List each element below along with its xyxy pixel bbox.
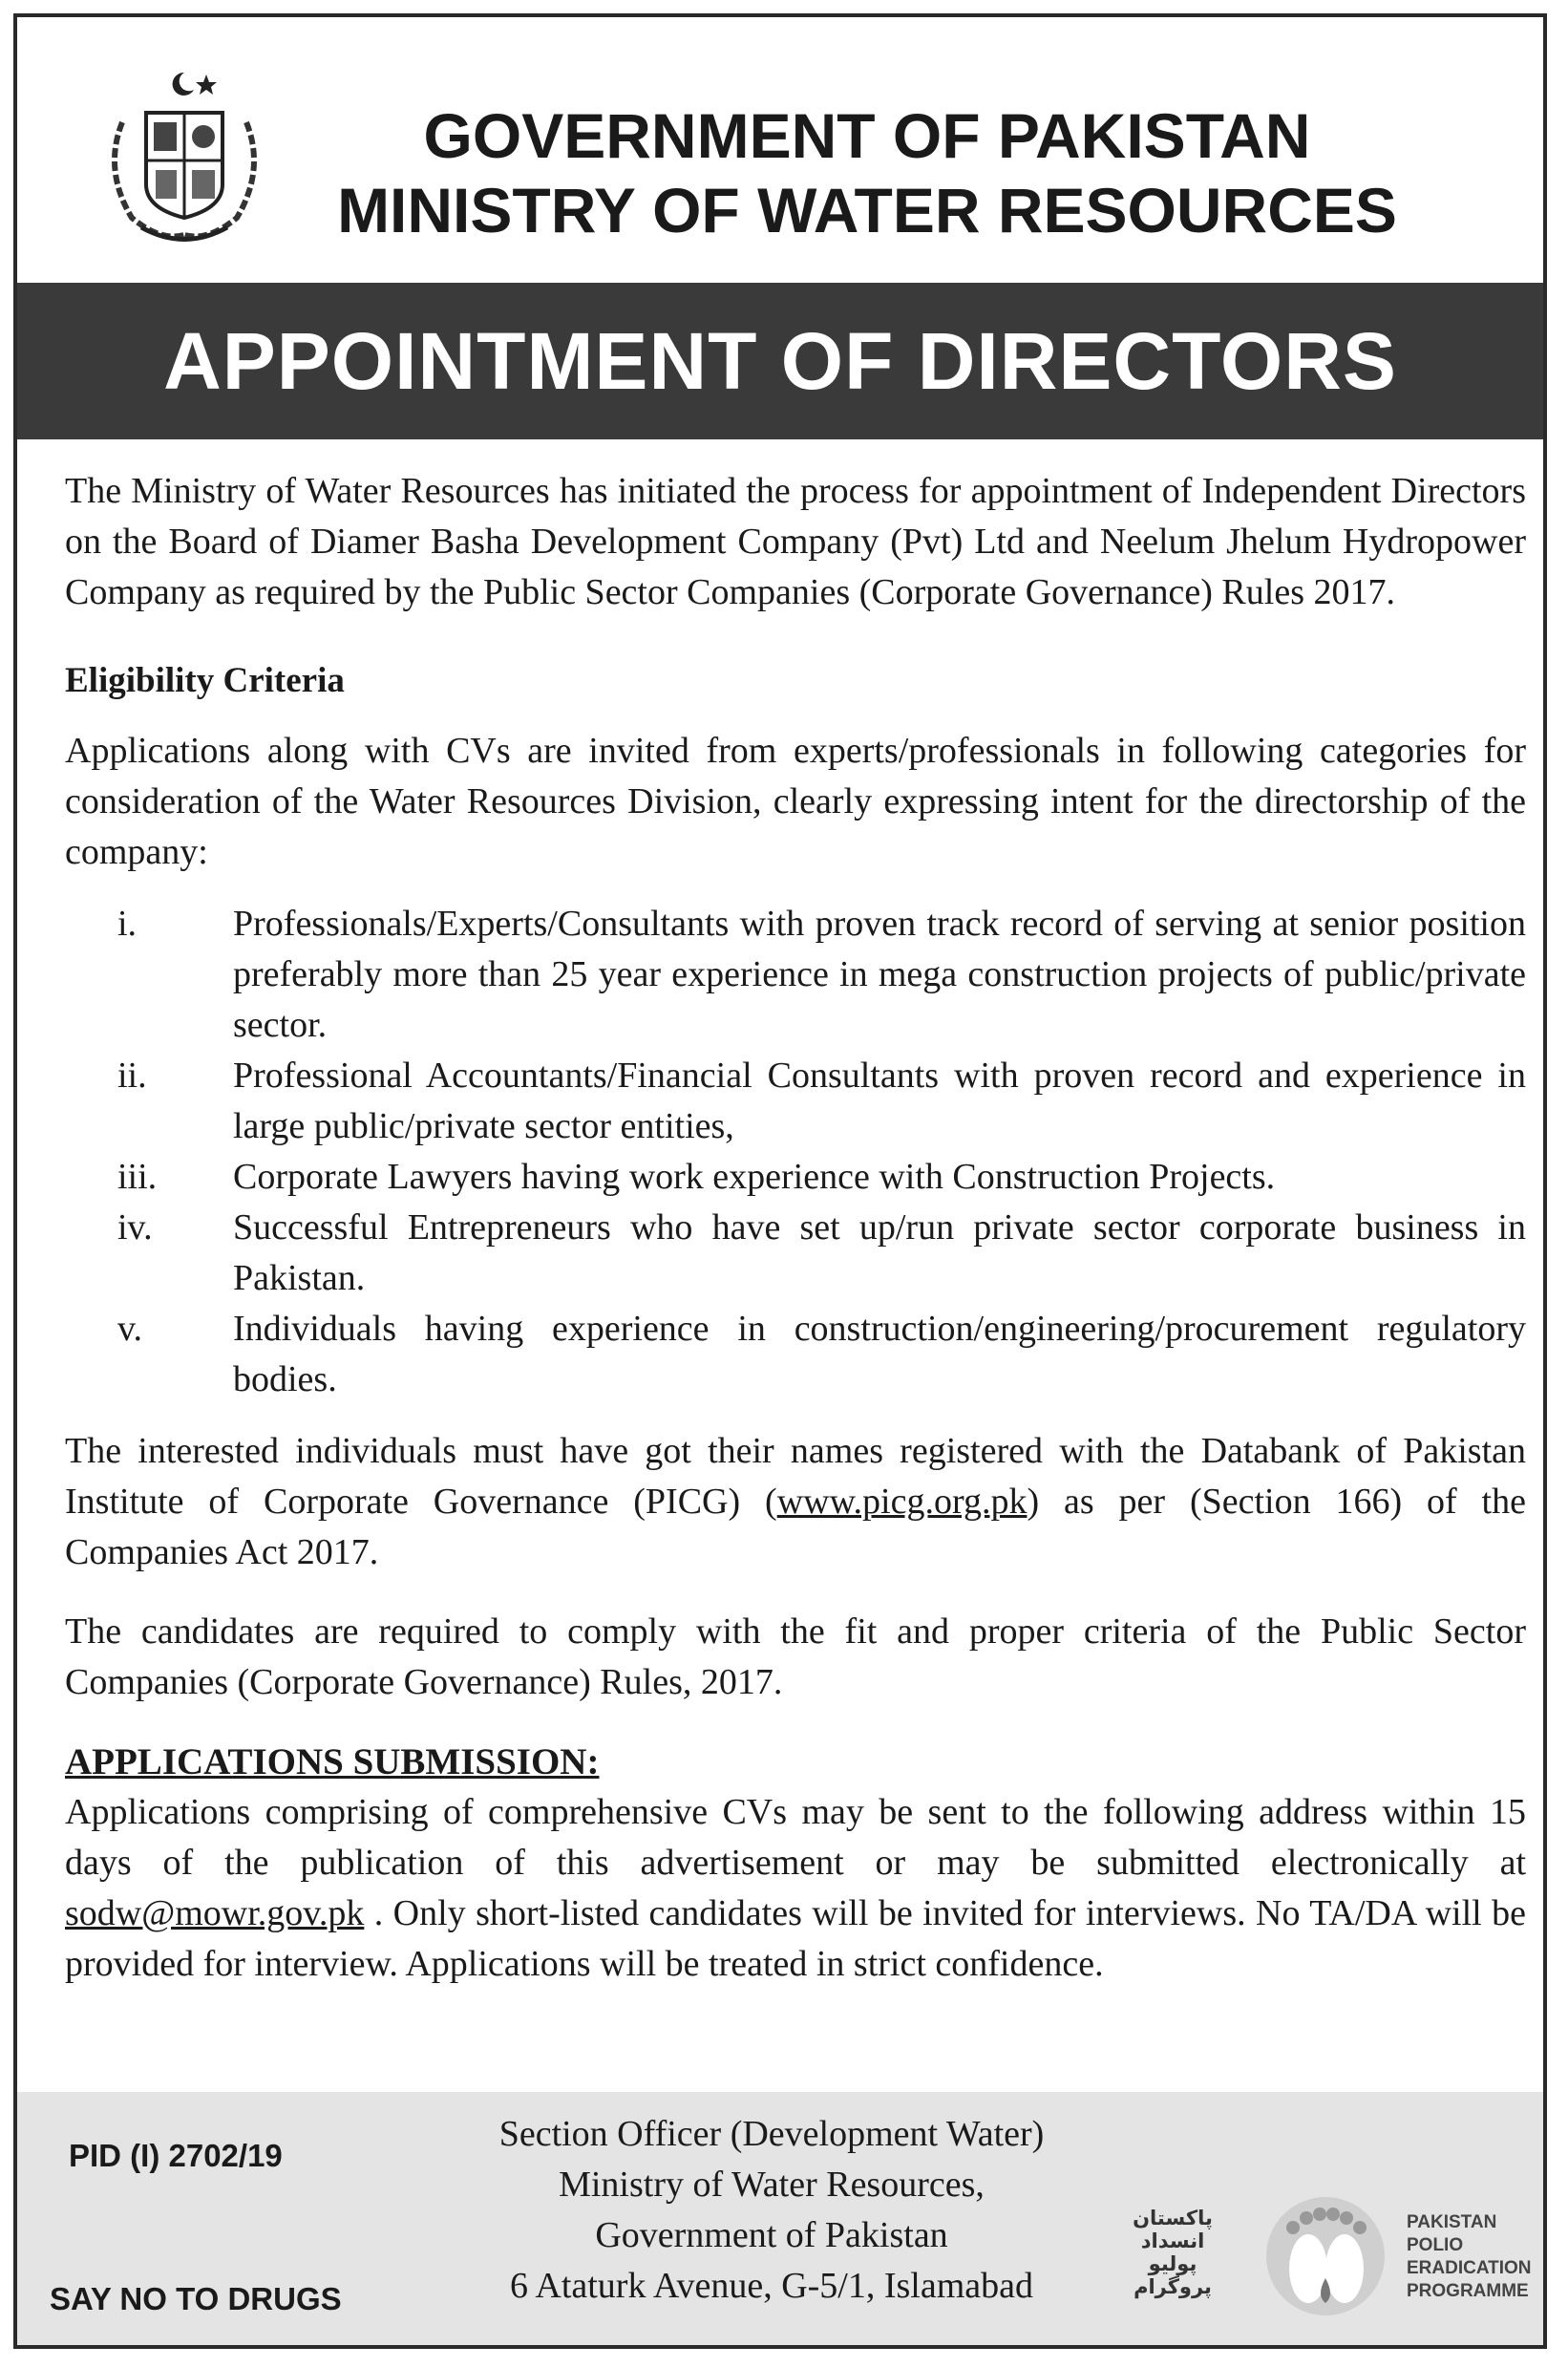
polio-text-line: POLIO xyxy=(1407,2235,1464,2255)
polio-text-line: PROGRAMME xyxy=(1407,2281,1529,2301)
list-item xyxy=(65,899,1526,1051)
advertisement-body xyxy=(65,466,1526,1990)
drugs-slogan: SAY NO TO DRUGS xyxy=(50,2281,342,2316)
list-item-number: ii. xyxy=(117,1056,147,1096)
urdu-line: پاکستان xyxy=(1133,2207,1213,2229)
submission-paragraph xyxy=(65,1787,1526,1990)
footer xyxy=(17,2092,1543,2345)
address-line: Ministry of Water Resources, xyxy=(559,2165,985,2205)
page-title: APPOINTMENT OF DIRECTORS xyxy=(163,315,1397,406)
list-item-number: iii. xyxy=(117,1157,158,1197)
list-item-number: v. xyxy=(117,1309,143,1349)
submission-text-after: . Only short-listed candidates will be invited for interviews. No TA/DA will be provided for interview. Applications will be treated in strict confidence. xyxy=(65,1893,1526,1984)
address-line: Government of Pakistan xyxy=(595,2215,948,2255)
submission-text-before: Applications comprising of comprehensive CVs may be sent to the following address within 15 days of the publication of this advertisement or may be submitted electronically at xyxy=(65,1792,1526,1883)
email-link[interactable]: sodw@mowr.gov.pk xyxy=(65,1893,365,1933)
criteria-list xyxy=(65,899,1526,1405)
submission-heading: APPLICATIONS SUBMISSION: xyxy=(65,1741,600,1782)
list-item xyxy=(65,1152,1526,1203)
polio-text-line: PAKISTAN xyxy=(1407,2212,1497,2232)
state-emblem-icon xyxy=(94,65,275,256)
urdu-line: پروگرام xyxy=(1134,2275,1212,2298)
list-item-text: Professionals/Experts/Consultants with proven track record of serving at senior position preferably more than 25 year experience in mega construction projects of public/private sector. xyxy=(233,904,1526,1045)
address-line: Section Officer (Development Water) xyxy=(498,2114,1045,2154)
contact-address xyxy=(437,2109,1106,2312)
list-item xyxy=(65,1203,1526,1304)
ministry-title: MINISTRY OF WATER RESOURCES xyxy=(337,175,1397,245)
header-title xyxy=(294,98,1440,247)
urdu-line: انسداد xyxy=(1140,2229,1205,2252)
list-item-number: iv. xyxy=(117,1207,153,1248)
header xyxy=(17,17,1543,283)
list-item-number: i. xyxy=(117,904,138,944)
polio-programme-text xyxy=(1407,2211,1532,2303)
databank-text-after: ) as per (Section 166) of the Companies Act 2017. xyxy=(65,1482,1526,1572)
picg-website-link[interactable]: www.picg.org.pk xyxy=(776,1482,1028,1522)
intro-paragraph: The Ministry of Water Resources has initiated the process for appointment of Independent Directors on the Board of Diamer Basha Development Company (Pvt) Ltd and Neelum Jhelum Hydropower Company as required by the Public Sector Companies (Corporate Governance) Rules 2017. xyxy=(65,471,1526,612)
eligibility-heading: Eligibility Criteria xyxy=(65,661,345,700)
polio-footprint-icon xyxy=(1259,2187,1392,2321)
advertisement xyxy=(13,13,1547,2349)
databank-paragraph xyxy=(65,1426,1526,1578)
polio-urdu-text xyxy=(1115,2207,1230,2298)
government-title: GOVERNMENT OF PAKISTAN xyxy=(423,100,1311,171)
databank-text-before: The interested individuals must have got their names registered with the Databank of Pakistan Institute of Corporate Governance (PICG) ( xyxy=(65,1431,1526,1522)
list-item-text: Professional Accountants/Financial Consultants with proven record and experience in large public/private sector entities, xyxy=(233,1056,1526,1146)
title-banner xyxy=(17,283,1543,439)
list-item xyxy=(65,1304,1526,1405)
list-item-text: Individuals having experience in construction/engineering/procurement regulatory bodies. xyxy=(233,1309,1526,1399)
urdu-line: پولیو xyxy=(1148,2252,1197,2275)
eligibility-text: Applications along with CVs are invited from experts/professionals in following categories for consideration of the Water Resources Division, clearly expressing intent for the directorship of the company: xyxy=(65,731,1526,872)
address-line: 6 Ataturk Avenue, G-5/1, Islamabad xyxy=(509,2266,1034,2306)
list-item xyxy=(65,1051,1526,1152)
polio-text-line: ERADICATION xyxy=(1407,2258,1532,2278)
list-item-text: Corporate Lawyers having work experience with Construction Projects. xyxy=(233,1157,1276,1197)
list-item-text: Successful Entrepreneurs who have set up/run private sector corporate business in Pakistan. xyxy=(233,1207,1526,1298)
fit-proper-paragraph: The candidates are required to comply with the fit and proper criteria of the Public Sector Companies (Corporate Governance) Rules, 2017. xyxy=(65,1611,1526,1702)
pid-number: PID (I) 2702/19 xyxy=(69,2138,283,2173)
